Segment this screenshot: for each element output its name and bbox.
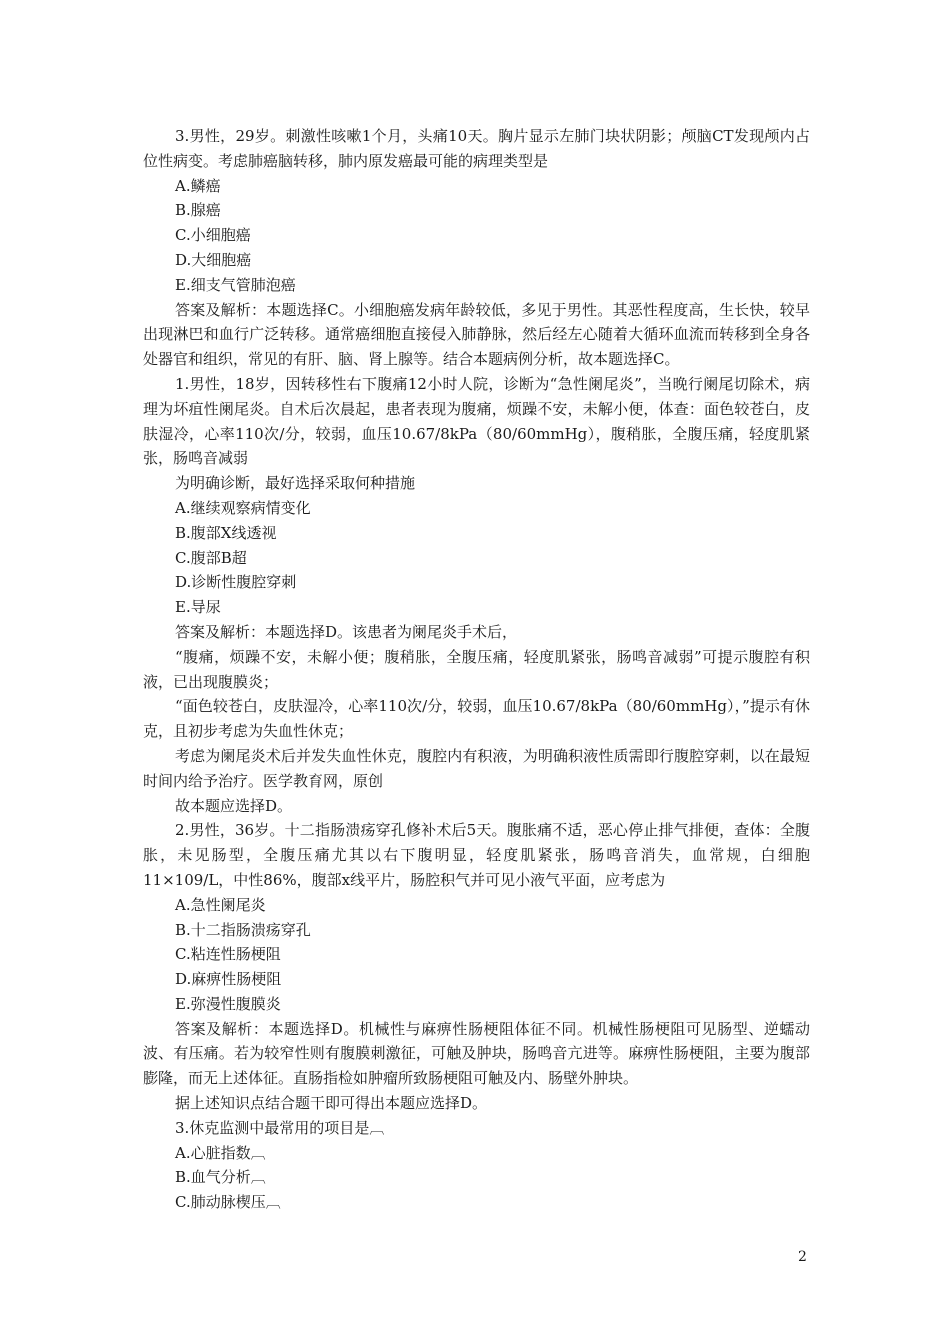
question-1-option-a: A.继续观察病情变化 xyxy=(175,498,311,517)
question-1-option-b: B.腹部X线透视 xyxy=(175,523,277,542)
question-1-option-c: C.腹部B超 xyxy=(175,548,247,567)
question-3-answer: 答案及解析：本题选择C。小细胞癌发病年龄较低，多见于男性。其恶性程度高，生长快，较早出现淋巴和血行广泛转移。通常癌细胞直接侵入肺静脉，然后经左心随着大循环血流而转移到全身各处器官和组织，常见的有肝、脑、肾上腺等。结合本题病例分析，故本题选择C。 xyxy=(143,300,810,369)
question-3b-option-c: C.肺动脉楔压︹ xyxy=(175,1193,281,1212)
question-2-conclusion: 据上述知识点结合题干即可得出本题应选择D。 xyxy=(175,1094,488,1113)
question-1-conclusion: 故本题应选择D。 xyxy=(175,796,293,815)
question-1-answer: 答案及解析：本题选择D。该患者为阑尾炎手术后， xyxy=(175,622,518,641)
question-3b-option-a: A.心脏指数︹ xyxy=(175,1143,266,1162)
question-2-answer: 答案及解析：本题选择D。机械性与麻痹性肠梗阻体征不同。机械性肠梗阻可见肠型、逆蠕动波、有压痛。若为较窄性则有腹膜刺激征，可触及肿块，肠鸣音亢进等。麻痹性肠梗阻，主要为腹部膨隆，而无上述体征。直肠指检如肿瘤所致肠梗阻可触及内、肠壁外肿块。 xyxy=(143,1019,810,1088)
question-3-option-d: D.大细胞癌 xyxy=(175,250,252,269)
question-2-option-d: D.麻痹性肠梗阻 xyxy=(175,970,282,989)
question-1-prompt: 为明确诊断，最好选择采取何种措施 xyxy=(175,474,416,493)
question-1-option-d: D.诊断性腹腔穿刺 xyxy=(175,573,297,592)
page-number: 2 xyxy=(798,1249,807,1265)
question-3-stem: 3.男性，29岁。刺激性咳嗽1个月，头痛10天。胸片显示左肺门块状阴影；颅脑CT发现颅内占位性病变。考虑肺癌脑转移，肺内原发癌最可能的病理类型是 xyxy=(143,127,810,170)
question-2-option-c: C.粘连性肠梗阻 xyxy=(175,945,281,964)
question-3-option-b: B.腺癌 xyxy=(175,201,221,220)
question-1-explanation-3: 考虑为阑尾炎术后并发失血性休克，腹腔内有积液，为明确积液性质需即行腹腔穿刺，以在最短时间内给予治疗。医学教育网，原创 xyxy=(143,746,810,790)
question-1-stem: 1.男性，18岁，因转移性右下腹痛12小时人院，诊断为“急性阑尾炎”，当晚行阑尾切除术，病理为坏疽性阑尾炎。自术后次晨起，患者表现为腹痛，烦躁不安，未解小便，体查：面色较苍白，皮肤湿冷，心率110次/分，较弱，血压10.67/8kPa（80/60mmHg），腹稍胀，全腹压痛，轻度肌紧张，肠鸣音减弱 xyxy=(143,374,810,468)
question-1-explanation-1: “腹痛，烦躁不安，未解小便；腹稍胀，全腹压痛，轻度肌紧张，肠鸣音减弱”可提示腹腔有积液，已出现腹膜炎； xyxy=(143,647,810,691)
question-3b-option-b: B.血气分析︹ xyxy=(175,1168,266,1187)
question-3-option-e: E.细支气管肺泡癌 xyxy=(175,275,296,294)
question-3b-stem: 3.休克监测中最常用的项目是︹ xyxy=(175,1118,385,1137)
question-2-option-e: E.弥漫性腹膜炎 xyxy=(175,994,281,1013)
page-content xyxy=(143,124,810,1215)
question-3-option-a: A.鳞癌 xyxy=(175,176,221,195)
question-1-explanation-2: “面色较苍白，皮肤湿冷，心率110次/分，较弱，血压10.67/8kPa（80/60mmHg），”提示有休克，且初步考虑为失血性休克； xyxy=(143,697,810,741)
question-2-option-a: A.急性阑尾炎 xyxy=(175,895,266,914)
question-2-option-b: B.十二指肠溃疡穿孔 xyxy=(175,920,311,939)
question-3-option-c: C.小细胞癌 xyxy=(175,226,251,245)
question-1-option-e: E.导尿 xyxy=(175,598,221,617)
question-2-stem: 2.男性，36岁。十二指肠溃疡穿孔修补术后5天。腹胀痛不适，恶心停止排气排便，查体：全腹胀，未见肠型，全腹压痛尤其以右下腹明显，轻度肌紧张，肠鸣音消失，血常规，白细胞11×109/L，中性86%，腹部x线平片，肠腔积气并可见小液气平面，应考虑为 xyxy=(143,821,810,889)
